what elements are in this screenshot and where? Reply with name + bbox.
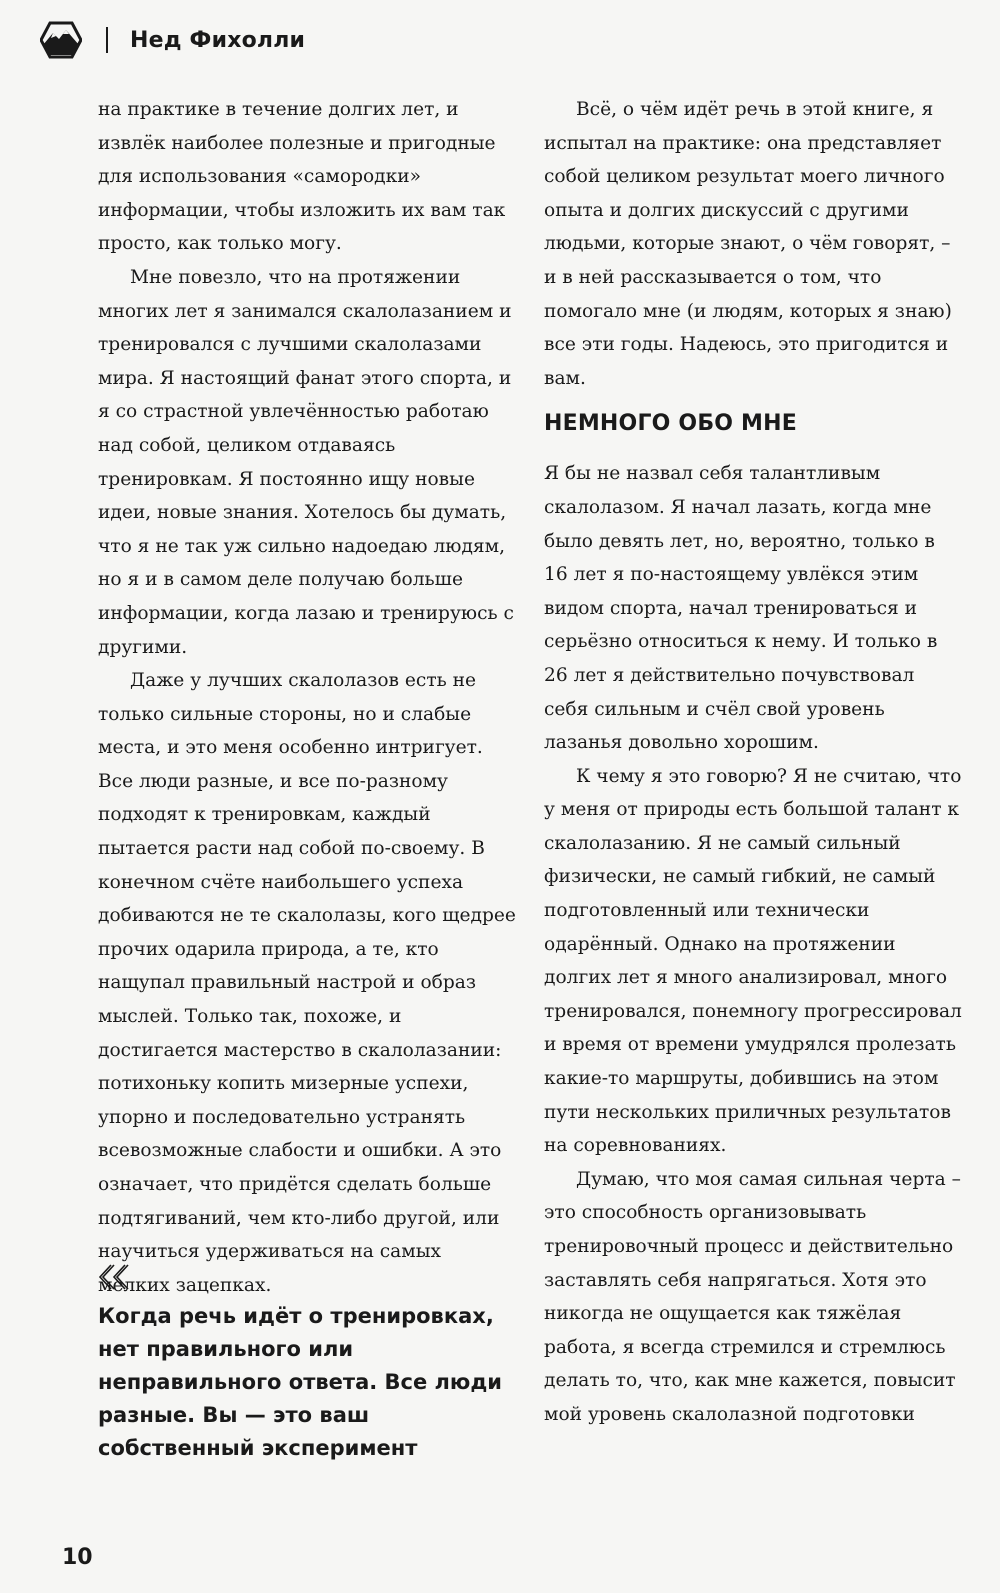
mountain-hexagon-icon — [40, 21, 82, 59]
left-column — [98, 93, 518, 1302]
paragraph: Всё, о чём идёт речь в этой книге, я испытал на практике: она представляет собой целиком результат моего личного опыта и долгих дискуссий с другими людьми, которые знают, о чём говорят, – и в ней рассказывается о том, что помогало мне (и людям, которых я знаю) все эти годы. Надеюсь, это пригодится и вам. — [544, 99, 952, 389]
header-divider — [106, 27, 108, 53]
running-header — [40, 18, 305, 62]
section-heading: НЕМНОГО ОБО МНЕ — [544, 411, 797, 437]
pull-quote: Когда речь идёт о тренировках, нет правильного или неправильного ответа. Все люди разные. Вы — это ваш собственный эксперимент — [98, 1304, 503, 1460]
right-column — [544, 93, 964, 1432]
paragraph: Я бы не назвал себя талантливым скалолазом. Я начал лазать, когда мне было девять лет, но, вероятно, только в 16 лет я по-настоящему увлёкся этим видом спорта, начал тренироваться и серьёзно относиться к нему. И только в 26 лет я действительно почувствовал себя сильным и счёл свой уровень лазанья довольно хорошим. — [544, 463, 938, 754]
double-chevron-quote-icon — [98, 1262, 134, 1292]
paragraph: Даже у лучших скалолазов есть не только сильные стороны, но и слабые места, и это меня особенно интригует. Все люди разные, и все по-разному подходят к тренировкам, каждый пытается расти над собой по-своему. В конечном счёте наибольшего успеха добиваются не те скалолазы, кого щедрее прочих одарила природа, а те, кто нащупал правильный настрой и образ мыслей. Только так, похоже, и достигается мастерство в скалолазании: потихоньку копить мизерные успехи, упорно и последовательно устранять всевозможные слабости и ошибки. А это означает, что придётся сделать больше подтягиваний, чем кто-либо другой, или научиться удерживаться на самых мелких зацепках. — [98, 670, 516, 1296]
paragraph: Думаю, что моя самая сильная черта – это способность организовывать тренировочный процесс и действительно заставлять себя напрягаться. Хотя это никогда не ощущается как тяжёлая работа, я всегда стремился и стремлюсь делать то, что, как мне кажется, повысит мой уровень скалолазной подготовки — [544, 1168, 961, 1425]
author-name: Нед Фихолли — [130, 27, 306, 53]
paragraph: Мне повезло, что на протяжении многих лет я занимался скалолазанием и тренировался с лучшими скалолазами мира. Я настоящий фанат этого спорта, и я со страстной увлечённостью работаю над собой, целиком отдаваясь тренировкам. Я постоянно ищу новые идеи, новые знания. Хотелось бы думать, что я не так уж сильно надоедаю людям, но я и в самом деле получаю больше информации, когда лазаю и тренируюсь с другими. — [98, 266, 514, 658]
paragraph: К чему я это говорю? Я не считаю, что у меня от природы есть большой талант к скалолазанию. Я не самый сильный физически, не самый гибкий, не самый подготовленный или технически одарённый. Однако на протяжении долгих лет я много анализировал, много тренировался, понемногу прогрессировал и время от времени умудрялся пролезать какие-то маршруты, добившись на этом пути нескольких приличных результатов на соревнованиях. — [544, 765, 962, 1157]
paragraph: на практике в течение долгих лет, и извлёк наиболее полезные и пригодные для использования «самородки» информации, чтобы изложить их вам так просто, как только могу. — [98, 99, 506, 255]
page-number: 10 — [62, 1545, 93, 1570]
